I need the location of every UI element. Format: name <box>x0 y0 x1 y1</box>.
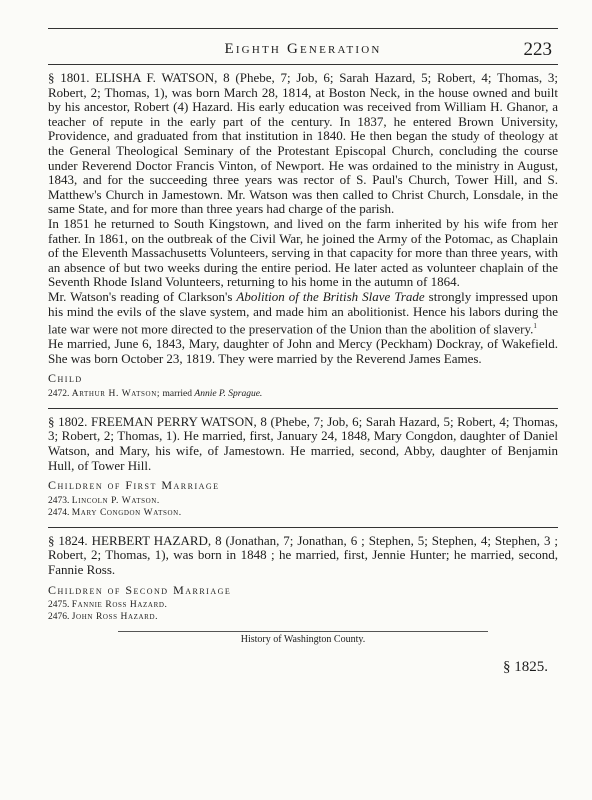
entry-divider <box>48 408 558 409</box>
children-heading: Children of Second Marriage <box>48 582 232 597</box>
paragraph-text: 8 (Phebe, 7; Job, 6; Sarah Hazard, 5; Robert, 4; Thomas, 3; Robert, 2; Thomas, 1). He married, first, January 24, 1848, Mary Congdon, daughter of Daniel Watson, and Mary, his wife, of Jamestown. He married, second, Abby, daughter of Benjamin Hull, of Tower Hill. <box>48 413 559 473</box>
entry-paragraph <box>48 534 558 578</box>
book-title: Abolition of the British Slave Trade <box>236 288 425 304</box>
child-number: 2475. <box>48 600 70 611</box>
paragraph-text: 8 (Phebe, 7; Job, 6; Sarah Hazard, 5; Robert, 4; Thomas, 3; Robert, 2; Thomas, 1), was born March 28, 1814, at Boston Neck, in the house owned and built by his ancestor, Robert (4) Hazard. His early education was received from William H. Ghanor, a teacher of repute in the early part of the century. In 1837, he entered Brown University, Providence, and graduated from that institution in 1840. He then began the study of theology at the General Theological Seminary of the Protestant Episcopal Church, concluding the course under Reverend Doctor Francis Vinton, of Newport. He was ordained to the ministry in August, 1843, and for the succeeding three years was rector of S. Paul's Church, Tower Hill, and S. Matthew's Church in Jamestown. Mr. Watson was then called to Christ Church, Lonsdale, in the same State, and for more than three years had charge of the parish. <box>48 70 559 217</box>
catchword: § 1825. <box>503 658 548 675</box>
header-top-rule <box>48 28 558 29</box>
entry-divider <box>48 527 558 528</box>
paragraph-text: 8 (Jonathan, 7; Jonathan, 6 ; Stephen, 5; Stephen, 4; Stephen, 3 ; Robert, 2; Thomas, 1), was born in 1848 ; he married, first, Jennie Hunter; he married, second, Fannie Ross. <box>48 532 559 577</box>
body-text <box>48 71 558 674</box>
entry-paragraph: He married, June 6, 1843, Mary, daughter of John and Mercy (Peckham) Dockray, of Wakefield. She was born October 23, 1819. They were married by the Reverend James Eames. <box>48 336 558 366</box>
child-number: 2476. <box>48 612 70 623</box>
person-name: HERBERT HAZARD, <box>91 532 212 548</box>
section-number: § 1802. <box>48 413 88 429</box>
child-name: Arthur H. Watson; <box>71 388 161 399</box>
entry-paragraph <box>48 415 558 473</box>
child-name: John Ross Hazard. <box>71 612 159 623</box>
entry-1824 <box>48 534 558 623</box>
page <box>48 28 558 674</box>
child-name: Lincoln P. Watson. <box>71 495 160 506</box>
entry-paragraph <box>48 290 558 337</box>
children-heading: Children of First Marriage <box>48 478 220 493</box>
footnote: History of Washington County. <box>240 634 366 646</box>
entry-paragraph <box>48 71 558 217</box>
child-item <box>48 507 558 519</box>
child-note: married <box>160 388 195 399</box>
paragraph-text: Mr. Watson's reading of Clarkson's <box>48 288 237 304</box>
section-number: § 1801. <box>48 70 90 85</box>
child-name: Mary Congdon Watson. <box>71 507 182 518</box>
entry-1801 <box>48 71 558 400</box>
child-item <box>48 599 558 611</box>
footnote-mark: 1 <box>533 322 537 331</box>
child-name: Fannie Ross Hazard. <box>71 600 168 611</box>
entry-1802 <box>48 415 558 519</box>
page-number: 223 <box>523 39 552 60</box>
running-title: Eighth Generation <box>224 41 382 57</box>
page-header <box>48 28 558 65</box>
person-name: ELISHA F. WATSON, <box>95 70 218 85</box>
footnote-rule <box>118 631 488 632</box>
entry-paragraph: In 1851 he returned to South Kingstown, and lived on the farm inherited by his wife from her father. In 1861, on the outbreak of the Civil War, he joined the Army of the Potomac, as Chaplain of the Eleventh Massachusetts Volunteers, serving in that capacity for more than three years, with an absence of but two weeks during the entire period. He later acted as volunteer chaplain of the Seventh Rhode Island Volunteers, returning to his home in the autumn of 1864. <box>48 215 558 290</box>
child-number: 2473. <box>48 495 70 506</box>
children-heading: Child <box>48 371 83 386</box>
child-number: 2472. <box>48 388 70 399</box>
child-item <box>48 611 558 623</box>
spouse-name: Annie P. Sprague. <box>194 388 263 399</box>
child-item <box>48 495 558 507</box>
child-number: 2474. <box>48 507 70 518</box>
paragraph-text: strongly impressed upon his mind the evils of the slave system, and made him an abolitionist. Hence his labors during the late war were not more directed to the preservation of the Union than the abolition of slavery. <box>48 288 558 337</box>
person-name: FREEMAN PERRY WATSON, <box>91 413 257 429</box>
child-item <box>48 388 558 400</box>
section-number: § 1824. <box>48 532 88 548</box>
